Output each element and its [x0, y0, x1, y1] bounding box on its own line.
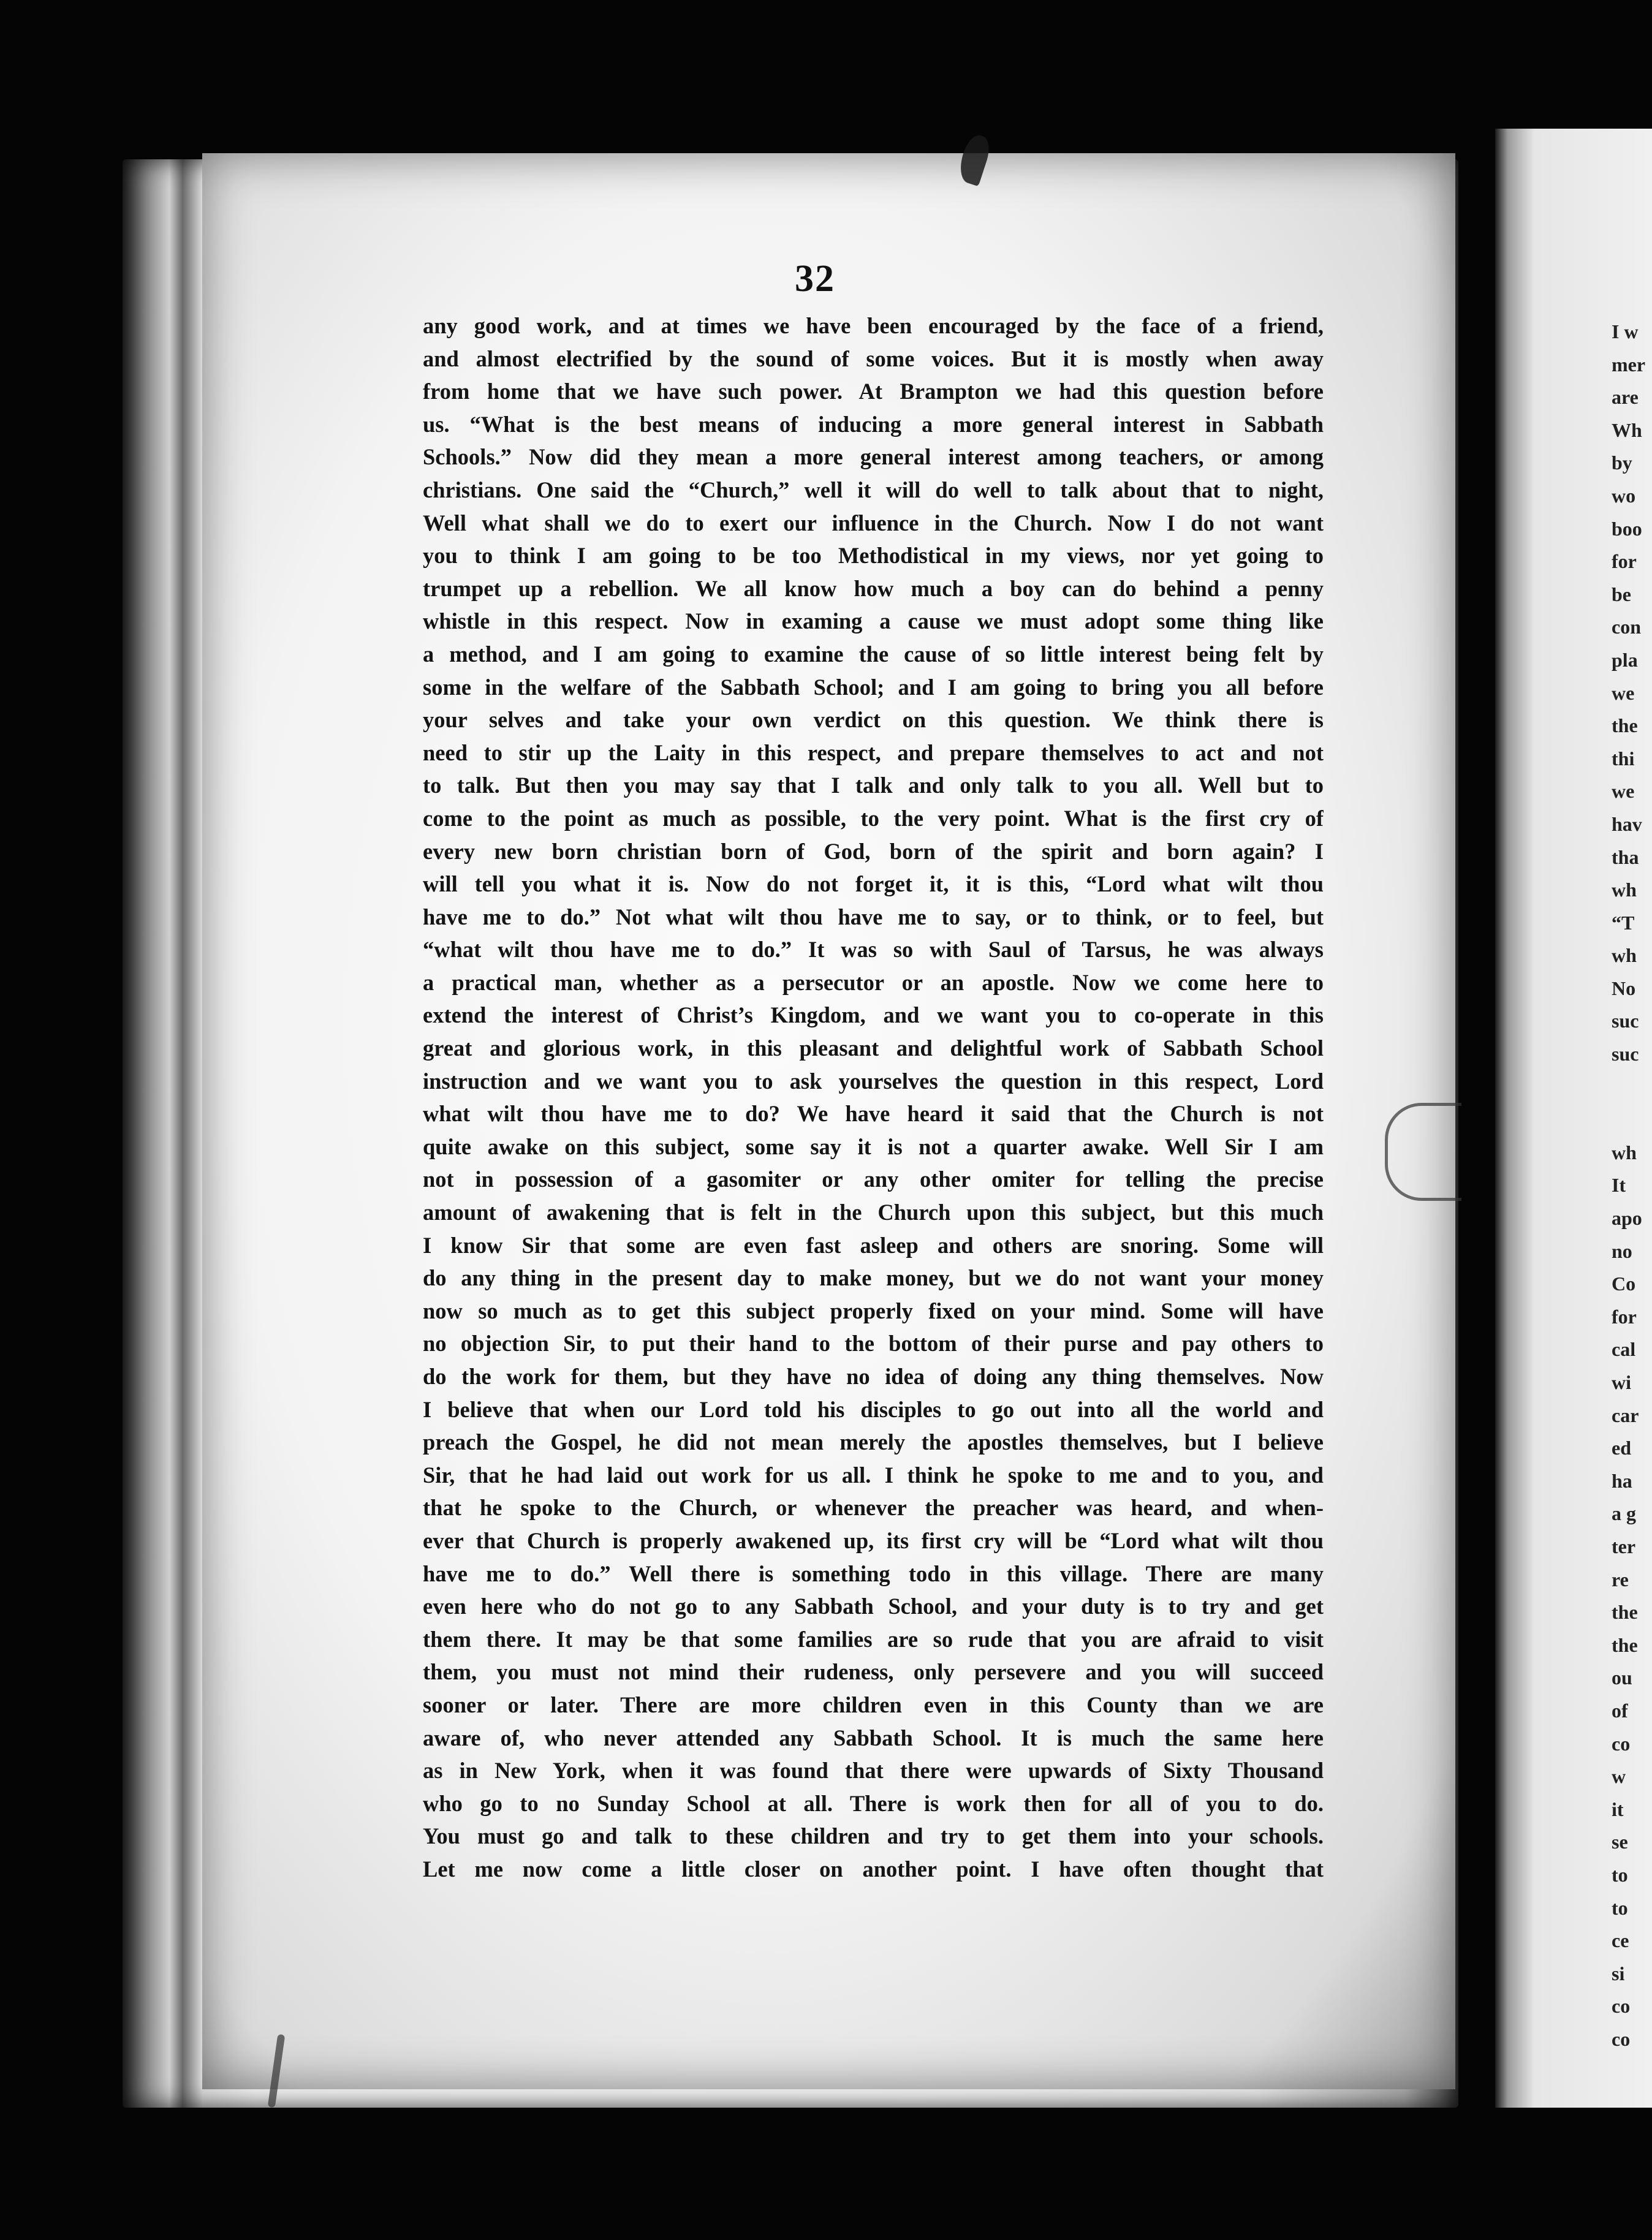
facing-text-fragment: Wh — [1612, 418, 1642, 441]
facing-text-fragment: wo — [1612, 484, 1636, 507]
text-line: some in the welfare of the Sabbath School; and I am going to bring you all before — [423, 674, 1324, 700]
facing-text-fragment: wh — [1612, 944, 1637, 967]
text-line: amount of awakening that is felt in the Church upon this subject, but this much — [423, 1200, 1324, 1225]
text-line: any good work, and at times we have been encouraged by the face of a friend, — [423, 313, 1324, 338]
facing-text-fragment: suc — [1612, 1010, 1639, 1032]
facing-text-fragment: car — [1612, 1404, 1639, 1426]
facing-text-fragment — [1612, 1103, 1652, 1137]
facing-text-fragment: we — [1612, 780, 1635, 803]
facing-text-fragment: tha — [1612, 846, 1639, 868]
facing-text-fragment: mer — [1612, 353, 1646, 376]
text-line: come to the point as much as possible, to the very point. What is the first cry of — [423, 805, 1324, 831]
facing-text-fragment: w — [1612, 1765, 1626, 1788]
facing-text-fragment: wh — [1612, 879, 1637, 901]
text-line: I believe that when our Lord told his disciples to go out into all the world and — [423, 1396, 1324, 1422]
text-line: “what wilt thou have me to do.” It was so with Saul of Tarsus, he was always — [423, 937, 1324, 963]
text-line: now so much as to get this subject properly fixed on your mind. Some will have — [423, 1298, 1324, 1323]
facing-text-fragment: we — [1612, 681, 1635, 704]
text-line: that he spoke to the Church, or whenever the preacher was heard, and when- — [423, 1495, 1324, 1521]
facing-text-fragment: co — [1612, 2027, 1631, 2050]
facing-text-fragment: a g — [1612, 1502, 1636, 1525]
facing-text-fragment: the — [1612, 714, 1638, 737]
text-line: sooner or later. There are more children even in this County than we are — [423, 1692, 1324, 1717]
facing-text-fragment: for — [1612, 550, 1637, 573]
facing-text-fragment: ha — [1612, 1469, 1632, 1492]
facing-text-fragment: it — [1612, 1798, 1624, 1820]
text-line: You must go and talk to these children and try to get them into your schools. — [423, 1823, 1324, 1849]
facing-text-fragment: apo — [1612, 1207, 1642, 1230]
text-line: Sir, that he had laid out work for us all. I think he spoke to me and to you, and — [423, 1462, 1324, 1488]
text-line: to talk. But then you may say that I talk and only talk to you all. Well but to — [423, 773, 1324, 798]
text-line: Well what shall we do to exert our influence in the Church. Now I do not want — [423, 510, 1324, 535]
facing-text-fragment: I w — [1612, 320, 1639, 342]
facing-text-fragment: boo — [1612, 517, 1642, 540]
pencil-arc-mark — [1385, 1103, 1461, 1201]
text-line: I know Sir that some are even fast asleep and others are snoring. Some will — [423, 1232, 1324, 1258]
facing-text-fragment: thi — [1612, 747, 1635, 770]
text-line: who go to no Sunday School at all. There is work then for all of you to do. — [423, 1790, 1324, 1816]
facing-text-fragment: con — [1612, 616, 1641, 638]
text-line: have me to do.” Well there is something todo in this village. There are many — [423, 1561, 1324, 1586]
facing-text-fragment: ou — [1612, 1667, 1632, 1689]
facing-text-fragment: no — [1612, 1239, 1632, 1262]
text-line: Let me now come a little closer on another point. I have often thought that — [423, 1856, 1324, 1882]
facing-text-fragment: It — [1612, 1174, 1626, 1197]
facing-text-fragment: ter — [1612, 1535, 1636, 1557]
text-line: trumpet up a rebellion. We all know how much a boy can do behind a penny — [423, 575, 1324, 601]
text-line: ever that Church is properly awakened up, its first cry will be “Lord what wilt thou — [423, 1527, 1324, 1553]
text-line: them, you must not mind their rudeness, only persevere and you will succeed — [423, 1659, 1324, 1685]
facing-text-fragment: cal — [1612, 1338, 1636, 1361]
text-line: from home that we have such power. At Brampton we had this question before — [423, 379, 1324, 404]
text-line: them there. It may be that some families are so rude that you are afraid to visit — [423, 1626, 1324, 1652]
facing-text-fragment: wh — [1612, 1141, 1637, 1164]
text-line: not in possession of a gasomiter or any other omiter for telling the precise — [423, 1167, 1324, 1192]
text-line: whistle in this respect. Now in examing a cause we must adopt some thing like — [423, 608, 1324, 634]
facing-text-fragment: hav — [1612, 812, 1642, 835]
facing-text-fragment: pla — [1612, 648, 1638, 671]
text-line: Schools.” Now did they mean a more general interest among teachers, or among — [423, 444, 1324, 470]
text-line: us. “What is the best means of inducing a more general interest in Sabbath — [423, 411, 1324, 437]
text-line: a practical man, whether as a persecutor or an apostle. Now we come here to — [423, 969, 1324, 995]
text-line: what wilt thou have me to do? We have heard it said that the Church is not — [423, 1101, 1324, 1127]
text-line: do the work for them, but they have no idea of doing any thing themselves. Now — [423, 1364, 1324, 1389]
text-line: even here who do not go to any Sabbath School, and your duty is to try and get — [423, 1594, 1324, 1619]
facing-text-fragment: the — [1612, 1601, 1638, 1624]
text-line: will tell you what it is. Now do not forget it, it is this, “Lord what wilt thou — [423, 871, 1324, 897]
facing-text-fragment: Co — [1612, 1273, 1636, 1295]
facing-text-fragment: to — [1612, 1896, 1628, 1919]
text-line: and almost electrified by the sound of some voices. But it is mostly when away — [423, 346, 1324, 371]
text-line: aware of, who never attended any Sabbath School. It is much the same here — [423, 1725, 1324, 1750]
facing-text-fragment: co — [1612, 1995, 1631, 2018]
page-body-text — [423, 309, 1324, 1886]
facing-text-fragment: for — [1612, 1305, 1637, 1328]
facing-text-fragment: by — [1612, 452, 1632, 474]
facing-text-fragment: of — [1612, 1699, 1628, 1722]
text-line: great and glorious work, in this pleasant and delightful work of Sabbath School — [423, 1035, 1324, 1061]
facing-text-fragment — [1612, 1071, 1652, 1104]
text-line: preach the Gospel, he did not mean merely the apostles themselves, but I believe — [423, 1429, 1324, 1455]
facing-text-fragment: co — [1612, 1732, 1631, 1755]
facing-text-fragment: be — [1612, 583, 1631, 605]
facing-text-fragment: se — [1612, 1831, 1628, 1853]
facing-text-fragment: are — [1612, 386, 1639, 409]
facing-text-fragment: the — [1612, 1633, 1638, 1656]
facing-text-fragment: ed — [1612, 1437, 1631, 1459]
text-line: your selves and take your own verdict on this question. We think there is — [423, 707, 1324, 733]
facing-page-text — [1612, 316, 1652, 2056]
text-line: have me to do.” Not what wilt thou have me to say, or to think, or to feel, but — [423, 904, 1324, 929]
text-line: instruction and we want you to ask yourselves the question in this respect, Lord — [423, 1068, 1324, 1094]
facing-text-fragment: ce — [1612, 1929, 1629, 1952]
text-line: extend the interest of Christ’s Kingdom, and we want you to co-operate in this — [423, 1002, 1324, 1028]
text-line: every new born christian born of God, born of the spirit and born again? I — [423, 838, 1324, 864]
text-line: no objection Sir, to put their hand to the bottom of their purse and pay others to — [423, 1331, 1324, 1356]
facing-text-fragment: “T — [1612, 911, 1635, 934]
facing-text-fragment: to — [1612, 1863, 1628, 1886]
facing-text-fragment: si — [1612, 1962, 1625, 1985]
page-number: 32 — [795, 258, 835, 300]
text-line: a method, and I am going to examine the cause of so little interest being felt by — [423, 641, 1324, 667]
text-line: as in New York, when it was found that there were upwards of Sixty Thousand — [423, 1758, 1324, 1784]
facing-text-fragment: re — [1612, 1568, 1629, 1591]
text-line: christians. One said the “Church,” well it will do well to talk about that to night, — [423, 477, 1324, 502]
facing-text-fragment: No — [1612, 977, 1636, 999]
text-line: do any thing in the present day to make money, but we do not want your money — [423, 1265, 1324, 1291]
facing-text-fragment: suc — [1612, 1043, 1639, 1065]
text-line: you to think I am going to be too Methodistical in my views, nor yet going to — [423, 543, 1324, 569]
facing-text-fragment: wi — [1612, 1371, 1631, 1393]
text-line: need to stir up the Laity in this respect, and prepare themselves to act and not — [423, 740, 1324, 765]
text-line: quite awake on this subject, some say it is not a quarter awake. Well Sir I am — [423, 1133, 1324, 1159]
